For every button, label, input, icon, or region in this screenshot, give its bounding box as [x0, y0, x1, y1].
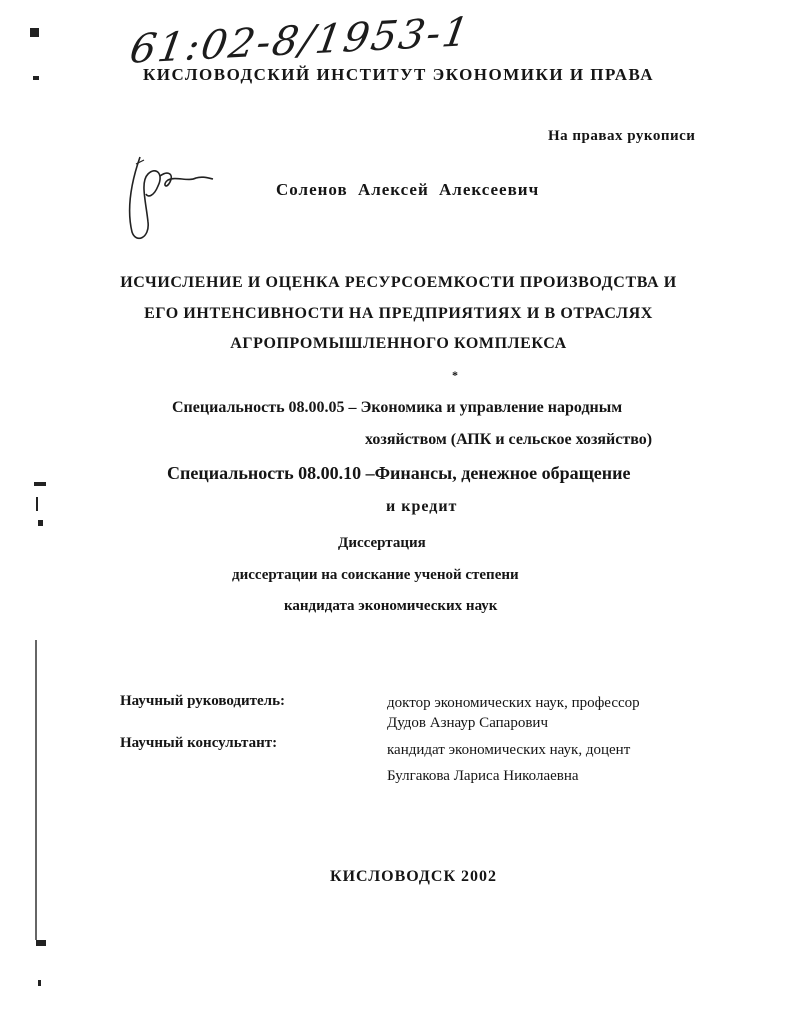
title-line-2: ЕГО ИНТЕНСИВНОСТИ НА ПРЕДПРИЯТИЯХ И В ОТРАСЛЯХ: [144, 305, 653, 322]
institute-name: КИСЛОВОДСКИЙ ИНСТИТУТ ЭКОНОМИКИ И ПРАВА: [142, 65, 655, 84]
city-year: КИСЛОВОДСК 2002: [330, 868, 498, 885]
consultant-name: Булгакова Лариса Николаевна: [387, 768, 579, 784]
specialty-2-line-1: Специальность 08.00.10 –Финансы, денежное обращение: [167, 463, 631, 483]
signature-scribble: [118, 152, 218, 247]
archive-number: 61:02-8/1953-1: [126, 9, 474, 73]
title-line-1: ИСЧИСЛЕНИЕ И ОЦЕНКА РЕСУРСОЕМКОСТИ ПРОИЗВОДСТВА И: [120, 274, 677, 291]
scan-artifact: [35, 640, 37, 940]
title-line-3: АГРОПРОМЫШЛЕННОГО КОМПЛЕКСА: [230, 335, 567, 352]
specialty-1-line-2: хозяйством (АПК и сельское хозяйство): [365, 431, 653, 448]
dissertation-purpose: диссертации на соискание ученой степени: [232, 567, 519, 583]
scan-artifact: [34, 482, 46, 486]
supervisor-name: Дудов Азнаур Сапарович: [387, 715, 548, 731]
scan-artifact: [30, 28, 39, 37]
consultant-label: Научный консультант:: [120, 735, 278, 751]
consultant-degree: кандидат экономических наук, доцент: [387, 742, 631, 758]
dissertation-degree: кандидата экономических наук: [284, 598, 498, 614]
supervisor-label: Научный руководитель:: [120, 693, 285, 709]
scan-artifact: [38, 520, 43, 526]
asterisk-mark: *: [452, 368, 458, 382]
specialty-1-line-1: Специальность 08.00.05 – Экономика и управление народным: [172, 399, 623, 416]
specialty-2-line-2: и кредит: [386, 498, 458, 515]
author-name: Соленов Алексей Алексеевич: [276, 180, 540, 199]
scan-artifact: [38, 980, 41, 986]
scan-artifact: [36, 940, 46, 946]
manuscript-rights: На правах рукописи: [548, 128, 696, 144]
scan-artifact: [36, 497, 38, 511]
dissertation-label: Диссертация: [338, 535, 426, 551]
supervisor-degree: доктор экономических наук, профессор: [387, 695, 640, 711]
